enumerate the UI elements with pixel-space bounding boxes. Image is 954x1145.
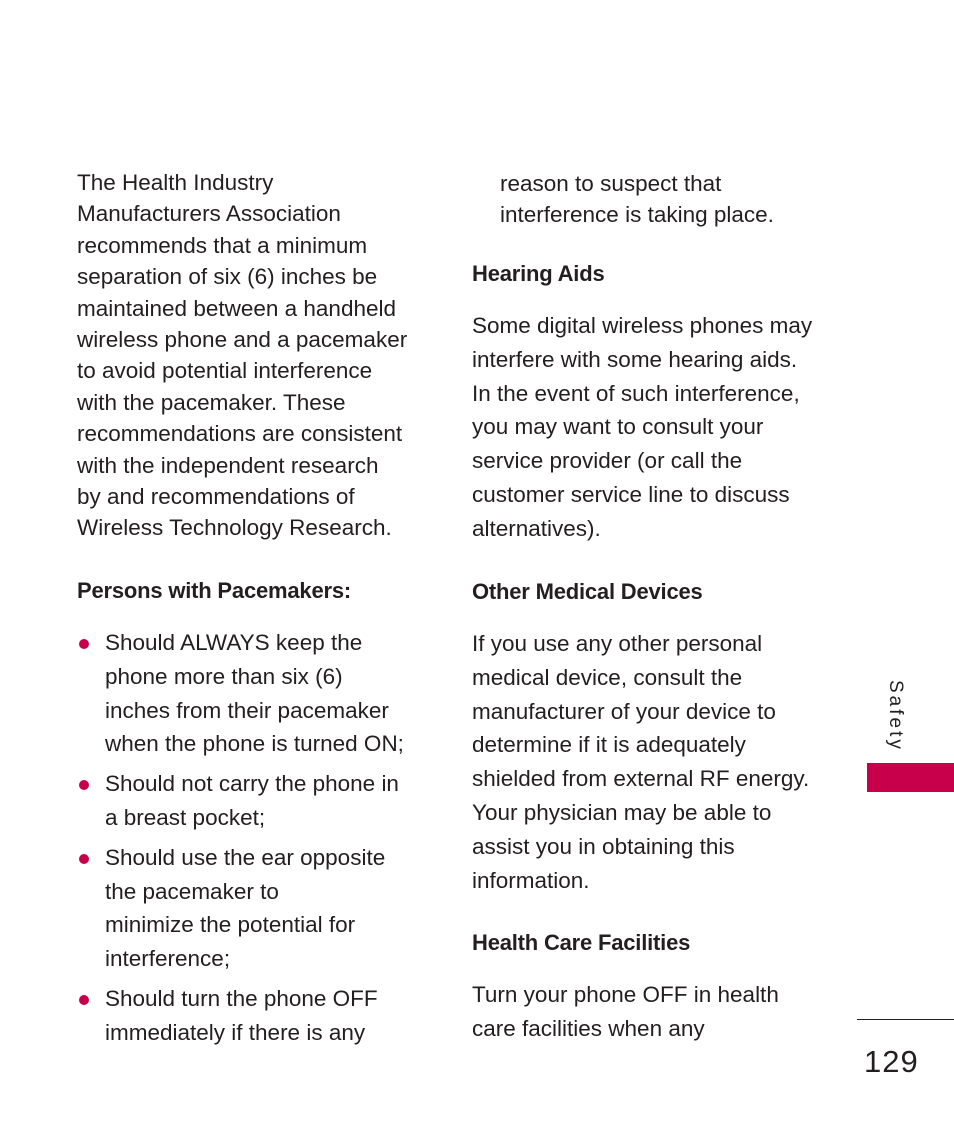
list-item xyxy=(77,841,437,976)
list-item-text: Should not carry the phone in a breast pocket; xyxy=(105,771,399,830)
health-care-paragraph xyxy=(472,978,842,1046)
other-devices-paragraph xyxy=(472,627,842,897)
hearing-aids-text: Some digital wireless phones may interfere with some hearing aids. In the event of such interference, you may want to consult your service provider (or call the customer service line to discuss alternatives). xyxy=(472,313,813,541)
other-devices-heading: Other Medical Devices xyxy=(472,579,703,604)
bullet-dot-icon xyxy=(79,995,89,1005)
health-care-text: Turn your phone OFF in health care facilities when any xyxy=(472,982,779,1041)
bullet-dot-icon xyxy=(79,639,89,649)
other-devices-text: If you use any other personal medical device, consult the manufacturer of your device to determine if it is adequately shielded from external RF energy. Your physician may be able to assist you in obtaining this information. xyxy=(472,631,810,893)
intro-paragraph-text: The Health Industry Manufacturers Association recommends that a minimum separation of six (6) inches be maintained between a handheld wireless phone and a pacemaker to avoid potential interference with the pacemaker. These recommendations are consistent with the independent research by and recommendations of Wireless Technology Research. xyxy=(77,170,408,541)
section-tab-label: Safety xyxy=(885,680,906,752)
list-item xyxy=(77,767,437,835)
bullet-dot-icon xyxy=(79,854,89,864)
hearing-aids-heading: Hearing Aids xyxy=(472,261,605,286)
list-item-text: Should turn the phone OFF immediately if there is any xyxy=(105,985,378,1045)
continuation-paragraph xyxy=(500,168,830,231)
pacemakers-heading: Persons with Pacemakers: xyxy=(77,578,352,603)
list-item-text: Should use the ear opposite the pacemaker to minimize the potential for interference; xyxy=(105,844,386,972)
page-number-divider xyxy=(857,1019,954,1020)
pacemaker-bullet-list xyxy=(77,626,437,1056)
continuation-text: reason to suspect that interference is taking place. xyxy=(500,171,774,228)
section-tab-bar xyxy=(867,763,954,792)
page-number: 129 xyxy=(864,1044,919,1079)
bullet-dot-icon xyxy=(79,780,89,790)
hearing-aids-paragraph xyxy=(472,309,842,546)
list-item xyxy=(77,982,437,1050)
list-item xyxy=(77,626,437,761)
health-care-heading: Health Care Facilities xyxy=(472,930,691,955)
list-item-text: Should ALWAYS keep the phone more than six (6) inches from their pacemaker when the phone is turned ON; xyxy=(105,630,404,757)
intro-paragraph xyxy=(77,167,437,544)
